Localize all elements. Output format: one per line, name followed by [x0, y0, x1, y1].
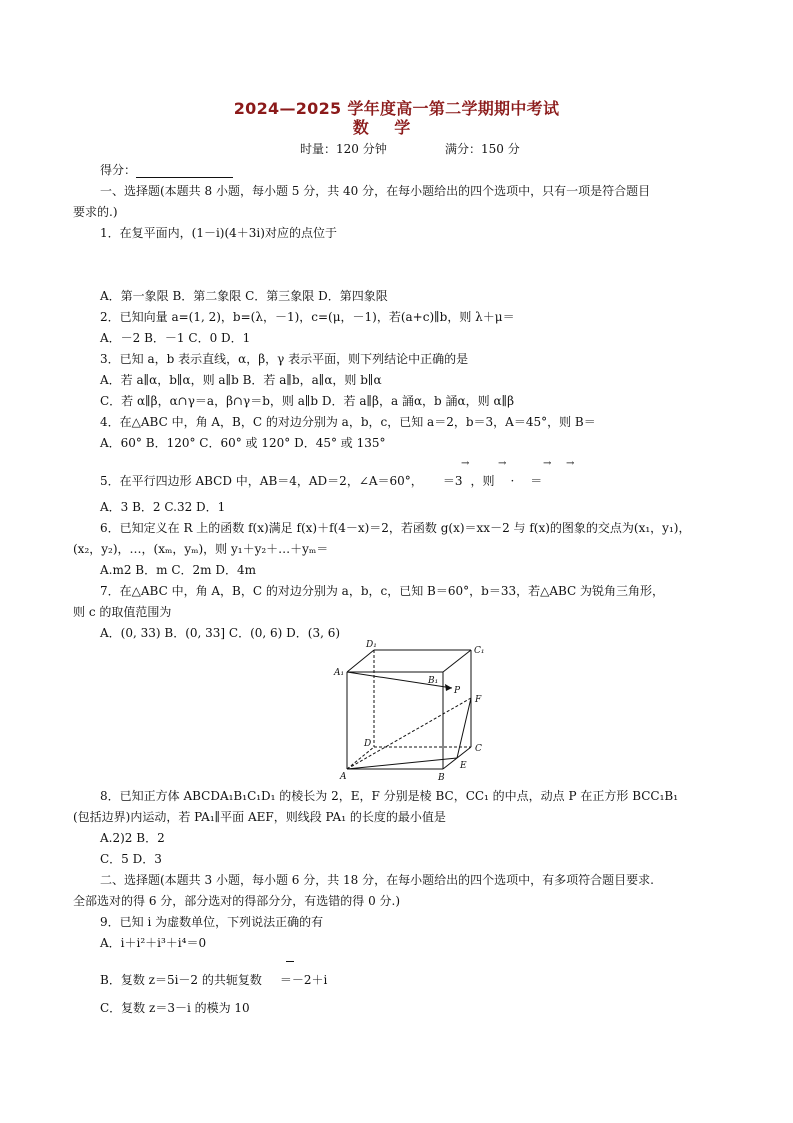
label-f: F — [475, 695, 482, 705]
edge-a1-d1 — [347, 650, 374, 672]
q5-stem-part-b: ＝3 — [442, 474, 463, 488]
q8-options-ab: A.2)2 B．2 — [100, 831, 165, 845]
section1-heading-line2: 要求的.) — [73, 205, 118, 219]
q4-stem: 4．在△ABC 中，角 A，B，C 的对边分别为 a，b，c，已知 a＝2，b＝3，A＝45°，则 B＝ — [100, 415, 596, 429]
q2-stem: 2．已知向量 a=(1, 2)，b=(λ，－1)，c=(μ，－1)，若(a+c)∥b，则 λ＋μ＝ — [100, 310, 515, 324]
conjugate-bar — [286, 961, 294, 962]
vector-arrow-icon: → — [498, 458, 507, 469]
label-c: C — [475, 744, 482, 754]
q1-stem: 1．在复平面内，(1－i)(4＋3i)对应的点位于 — [100, 226, 337, 240]
label-a: A — [340, 772, 347, 782]
q5-stem — [100, 474, 542, 489]
time-limit: 时量：120 分钟 — [300, 142, 387, 156]
q6-options: A.m2 B．m C．2m D．4m — [100, 563, 256, 577]
vector-arrow-icon: → — [543, 458, 552, 469]
q9-stem: 9．已知 i 为虚数单位，下列说法正确的有 — [100, 915, 324, 929]
q5-stem-part-e: ＝ — [530, 474, 543, 488]
q9-option-b-part-a: B．复数 z＝5i－2 的共轭复数 — [100, 973, 262, 987]
q7-stem-line1: 7．在△ABC 中，角 A，B，C 的对边分别为 a，b，c，已知 B＝60°，b＝33，若△ABC 为锐角三角形， — [100, 584, 665, 598]
q1-options: A．第一象限 B．第二象限 C．第三象限 D．第四象限 — [100, 289, 388, 303]
score-line — [100, 163, 233, 178]
segment-a-e — [347, 758, 457, 769]
arrow-head-icon — [445, 684, 452, 691]
vector-arrow-icon: → — [566, 458, 575, 469]
edge-b1-c1 — [443, 650, 471, 672]
q3-stem: 3．已知 a，b 表示直线，α，β，γ 表示平面，则下列结论中正确的是 — [100, 352, 469, 366]
q7-stem-line2: 则 c 的取值范围为 — [73, 605, 172, 619]
q8-stem-line2: (包括边界)内运动，若 PA₁∥平面 AEF，则线段 PA₁ 的长度的最小值是 — [73, 810, 446, 824]
hidden-edge-a-d — [347, 747, 374, 769]
cube-figure — [330, 638, 495, 784]
subject-title: 数 学 — [352, 118, 421, 137]
q8-stem-line1: 8．已知正方体 ABCDA₁B₁C₁D₁ 的棱长为 2，E，F 分别是棱 BC，CC₁ 的中点，动点 P 在正方形 BCC₁B₁ — [100, 789, 679, 803]
q9-option-b — [100, 973, 327, 988]
label-b1: B₁ — [428, 676, 439, 686]
vector-arrow-icon: → — [461, 458, 470, 469]
q7-options: A．(0, 33) B．(0, 33] C．(0, 6) D．(3, 6) — [100, 626, 341, 640]
label-c1: C₁ — [474, 646, 485, 656]
section1-heading-line1: 一、选择题(本题共 8 小题，每小题 5 分，共 40 分，在每小题给出的四个选项中，只有一项是符合题目 — [100, 184, 651, 198]
label-d: D — [364, 739, 372, 749]
q4-options: A．60° B．120° C．60° 或 120° D．45° 或 135° — [100, 436, 386, 450]
label-p: P — [454, 686, 461, 696]
score-label: 得分： — [100, 163, 137, 177]
q6-stem-line2: (x₂，y₂)，…，(xₘ，yₘ)，则 y₁＋y₂＋…＋yₘ＝ — [73, 542, 329, 556]
q3-options-cd: C．若 α∥β，α∩γ＝a，β∩γ＝b，则 a∥b D．若 a∥β，a 誦α，b 誦α，则 α∥β — [100, 394, 515, 408]
q5-stem-part-a: 5．在平行四边形 ABCD 中，AB＝4，AD＝2，∠A＝60°， — [100, 474, 423, 488]
q5-stem-part-d: · — [510, 474, 515, 488]
q8-options-cd: C．5 D．3 — [100, 852, 162, 866]
section2-heading-line1: 二、选择题(本题共 3 小题，每小题 6 分，共 18 分，在每小题给出的四个选项中，有多项符合题目要求. — [100, 873, 654, 887]
score-blank — [136, 165, 233, 178]
q5-options: A．3 B．2 C.32 D．1 — [100, 500, 226, 514]
q6-stem-line1: 6．已知定义在 R 上的函数 f(x)满足 f(x)＋f(4－x)＝2，若函数 g(x)＝xx－2 与 f(x)的图象的交点为(x₁，y₁)， — [100, 521, 691, 535]
label-b: B — [438, 773, 445, 783]
label-e: E — [460, 761, 467, 771]
q3-options-ab: A．若 a∥α，b∥α，则 a∥b B．若 a∥b，a∥α，则 b∥α — [100, 373, 382, 387]
q2-options: A．－2 B．－1 C．0 D．1 — [100, 331, 251, 345]
exam-title: 2024—2025 学年度高一第二学期期中考试 — [233, 99, 560, 118]
full-score: 满分：150 分 — [445, 142, 520, 156]
q5-stem-part-c: ，则 — [470, 474, 495, 488]
q9-option-a: A．i＋i²＋i³＋i⁴＝0 — [100, 936, 207, 950]
q9-option-c: C．复数 z＝3－i 的模为 10 — [100, 1001, 250, 1015]
label-a1: A₁ — [334, 668, 345, 678]
section2-heading-line2: 全部选对的得 6 分，部分选对的得部分分，有选错的得 0 分.) — [73, 894, 401, 908]
q9-option-b-part-b: ＝－2＋i — [279, 973, 328, 987]
label-d1: D₁ — [366, 640, 377, 650]
